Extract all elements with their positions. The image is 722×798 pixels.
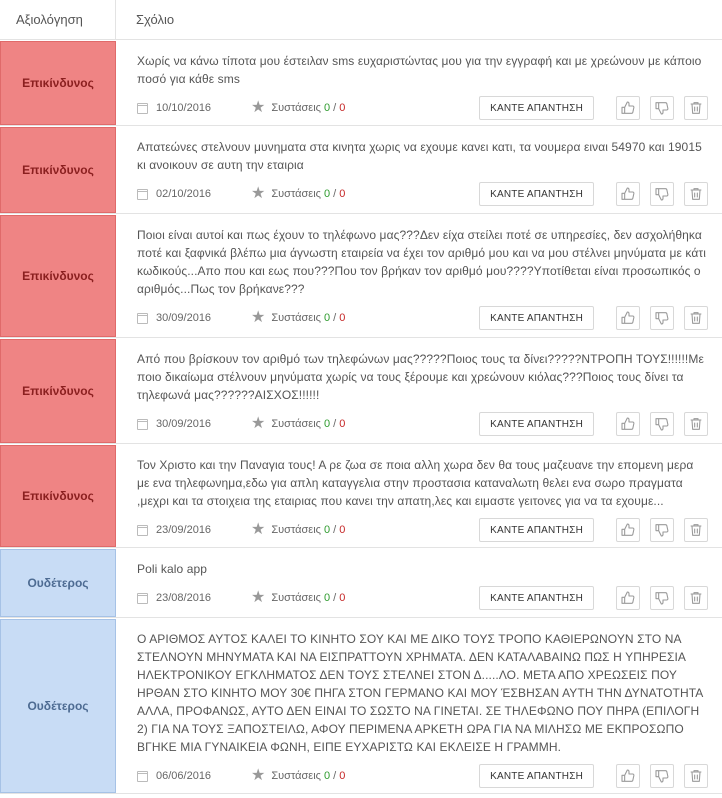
review-meta: [137, 764, 708, 788]
trash-icon: [688, 100, 704, 116]
recommendations-label: Συστάσεις: [271, 770, 321, 782]
review-row: [0, 338, 722, 444]
rating-badge: Επικίνδυνος: [0, 127, 116, 213]
recommendations: Συστάσεις 0 / 0: [271, 418, 346, 430]
review-date: [137, 770, 251, 782]
trash-icon: [688, 522, 704, 538]
like-button[interactable]: [616, 518, 640, 542]
thumbs-down-icon: [654, 522, 670, 538]
delete-button[interactable]: [684, 586, 708, 610]
recommendations-down-count: 0: [339, 592, 346, 604]
delete-button[interactable]: [684, 96, 708, 120]
recommendations-down-count: 0: [339, 524, 346, 536]
review-date-text: 23/09/2016: [156, 524, 212, 536]
recommendations-label: Συστάσεις: [271, 188, 321, 200]
reply-button[interactable]: ΚΑΝΤΕ ΑΠΑΝΤΗΣΗ: [479, 586, 594, 610]
review-row: [0, 214, 722, 338]
review-date: [137, 524, 251, 536]
thumbs-up-icon: [620, 522, 636, 538]
recommendations-up-count: 0: [324, 312, 331, 324]
thumbs-up-icon: [620, 100, 636, 116]
rating-badge: Ουδέτερος: [0, 619, 116, 793]
star-icon: ★: [251, 99, 266, 116]
review-date-text: 23/08/2016: [156, 592, 212, 604]
review-meta: [137, 96, 708, 120]
rating-badge: Επικίνδυνος: [0, 215, 116, 337]
rating-badge: Επικίνδυνος: [0, 339, 116, 443]
rating-badge: Ουδέτερος: [0, 549, 116, 617]
recommendations: Συστάσεις 0 / 0: [271, 102, 346, 114]
recommendations: Συστάσεις 0 / 0: [271, 770, 346, 782]
review-body: [117, 548, 722, 617]
like-button[interactable]: [616, 412, 640, 436]
trash-icon: [688, 186, 704, 202]
recommendations: Συστάσεις 0 / 0: [271, 524, 346, 536]
calendar-icon: [137, 189, 148, 200]
calendar-icon: [137, 419, 148, 430]
thumbs-up-icon: [620, 590, 636, 606]
trash-icon: [688, 416, 704, 432]
recommendations-down-count: 0: [339, 102, 346, 114]
dislike-button[interactable]: [650, 96, 674, 120]
reply-button[interactable]: ΚΑΝΤΕ ΑΠΑΝΤΗΣΗ: [479, 96, 594, 120]
trash-icon: [688, 768, 704, 784]
trash-icon: [688, 590, 704, 606]
thumbs-down-icon: [654, 590, 670, 606]
like-button[interactable]: [616, 764, 640, 788]
review-list: [0, 40, 722, 794]
calendar-icon: [137, 313, 148, 324]
delete-button[interactable]: [684, 518, 708, 542]
review-date-text: 10/10/2016: [156, 102, 212, 114]
reply-button[interactable]: ΚΑΝΤΕ ΑΠΑΝΤΗΣΗ: [479, 412, 594, 436]
recommendations-down-count: 0: [339, 188, 346, 200]
recommendations-down-count: 0: [339, 418, 346, 430]
thumbs-down-icon: [654, 100, 670, 116]
recommendations-up-count: 0: [324, 524, 331, 536]
dislike-button[interactable]: [650, 412, 674, 436]
review-meta: [137, 586, 708, 610]
calendar-icon: [137, 525, 148, 536]
recommendations-up-count: 0: [324, 770, 331, 782]
review-meta: [137, 518, 708, 542]
reply-button[interactable]: ΚΑΝΤΕ ΑΠΑΝΤΗΣΗ: [479, 182, 594, 206]
like-button[interactable]: [616, 586, 640, 610]
reply-button[interactable]: ΚΑΝΤΕ ΑΠΑΝΤΗΣΗ: [479, 306, 594, 330]
star-icon: ★: [251, 185, 266, 202]
thumbs-down-icon: [654, 768, 670, 784]
delete-button[interactable]: [684, 306, 708, 330]
review-text: Ποιοι είναι αυτοί και πως έχουν το τηλέφωνο μας???Δεν είχα στείλει ποτέ σε υπηρεσίες, δεν ασχολήθηκα ποτέ και ξαφνικά βλέπω μια άγνωστη εταιρεία να έχει τον αριθμό μου και να μου στέλνει μηνύματα με κάτι κωδικούς...Απο που και εως που???Που τον βρήκαν τον αριθμό μου????Υποτίθεται είναι προσωπικός ο αριθμός...Πως τον βρήκανε???: [137, 228, 706, 296]
thumbs-down-icon: [654, 416, 670, 432]
review-meta: [137, 412, 708, 436]
review-body: [117, 40, 722, 125]
review-body: [117, 214, 722, 337]
trash-icon: [688, 310, 704, 326]
dislike-button[interactable]: [650, 586, 674, 610]
rating-badge: Επικίνδυνος: [0, 445, 116, 547]
like-button[interactable]: [616, 306, 640, 330]
thumbs-up-icon: [620, 768, 636, 784]
review-row: [0, 548, 722, 618]
delete-button[interactable]: [684, 412, 708, 436]
review-date: [137, 592, 251, 604]
review-date-text: 30/09/2016: [156, 312, 212, 324]
reply-button[interactable]: ΚΑΝΤΕ ΑΠΑΝΤΗΣΗ: [479, 518, 594, 542]
star-icon: ★: [251, 415, 266, 432]
review-text: Απατεώνες στελνουν μυνηματα στα κινητα χωρις να εχουμε κανει κατι, τα νουμερα ειναι 54970 και 19015 κι ανοικουν σε αυτη την εταιρια: [137, 140, 702, 172]
dislike-button[interactable]: [650, 764, 674, 788]
calendar-icon: [137, 771, 148, 782]
dislike-button[interactable]: [650, 306, 674, 330]
thumbs-up-icon: [620, 416, 636, 432]
review-row: [0, 618, 722, 794]
recommendations: Συστάσεις 0 / 0: [271, 312, 346, 324]
review-row: [0, 126, 722, 214]
review-text: Poli kalo app: [137, 562, 208, 576]
thumbs-down-icon: [654, 186, 670, 202]
review-date: [137, 418, 251, 430]
review-date-text: 02/10/2016: [156, 188, 212, 200]
recommendations-label: Συστάσεις: [271, 592, 321, 604]
rating-badge: Επικίνδυνος: [0, 41, 116, 125]
calendar-icon: [137, 593, 148, 604]
delete-button[interactable]: [684, 764, 708, 788]
reply-button[interactable]: ΚΑΝΤΕ ΑΠΑΝΤΗΣΗ: [479, 764, 594, 788]
dislike-button[interactable]: [650, 182, 674, 206]
review-row: [0, 444, 722, 548]
review-date: [137, 102, 251, 114]
star-icon: ★: [251, 521, 266, 538]
review-text: Χωρίς να κάνω τίποτα μου έστειλαν sms ευχαριστώντας μου για την εγγραφή και με χρεώνουν με κάποιο ποσό για κάθε sms: [137, 54, 702, 86]
comment-column-header: Σχόλιο: [136, 12, 175, 27]
review-date: [137, 312, 251, 324]
rating-column-header: Αξιολόγηση: [0, 0, 116, 39]
review-meta: [137, 306, 708, 330]
table-header: [0, 0, 722, 40]
recommendations-up-count: 0: [324, 418, 331, 430]
recommendations-label: Συστάσεις: [271, 524, 321, 536]
review-meta: [137, 182, 708, 206]
recommendations-up-count: 0: [324, 592, 331, 604]
like-button[interactable]: [616, 96, 640, 120]
thumbs-up-icon: [620, 186, 636, 202]
review-date: [137, 188, 251, 200]
review-body: [117, 126, 722, 213]
review-date-text: 06/06/2016: [156, 770, 212, 782]
thumbs-down-icon: [654, 310, 670, 326]
review-row: [0, 40, 722, 126]
recommendations-label: Συστάσεις: [271, 102, 321, 114]
star-icon: ★: [251, 589, 266, 606]
dislike-button[interactable]: [650, 518, 674, 542]
review-body: [117, 338, 722, 443]
star-icon: ★: [251, 309, 266, 326]
recommendations-down-count: 0: [339, 770, 346, 782]
review-body: [117, 444, 722, 547]
thumbs-up-icon: [620, 310, 636, 326]
star-icon: ★: [251, 767, 266, 784]
recommendations-label: Συστάσεις: [271, 312, 321, 324]
review-text: Ο ΑΡΙΘΜΟΣ ΑΥΤΟΣ ΚΑΛΕΙ ΤΟ ΚΙΝΗΤΟ ΣΟΥ ΚΑΙ ΜΕ ΔΙΚΟ ΤΟΥΣ ΤΡΟΠΟ ΚΑΘΙΕΡΩΝΟΥΝ ΣΤΟ ΝΑ ΣΤΕΛΝΟΥΝ ΜΗΝΥΜΑΤΑ ΚΑΙ ΝΑ ΕΙΣΠΡΑΤΤΟΥΝ ΧΡΗΜΑΤΑ. ΔΕΝ ΚΑΤΑΛΑΒΑΙΝΩ ΠΩΣ Η ΥΠΗΡΕΣΙΑ ΗΛΕΚΤΡΟΝΙΚΟΥ ΕΓΚΛΗΜΑΤΟΣ ΔΕΝ ΤΟΥΣ ΣΤΕΛΝΕΙ ΣΤΟΝ Δ.....ΛΟ. ΜΕΤΑ ΑΠΟ ΧΡΕΩΣΕΙΣ ΠΟΥ ΗΡΘΑΝ ΣΤΟ ΚΙΝΗΤΟ ΜΟΥ 30€ ΠΗΓΑ ΣΤΟΝ ΓΕΡΜΑΝΟ ΚΑΙ ΜΟΥ ΈΣΒΗΣΑΝ ΑΥΤΗ ΤΗΝ ΔΥΝΑΤΟΤΗΤΑ ΑΛΛΑ, ΠΡΟΦΑΝΩΣ, ΑΥΤΟ ΔΕΝ ΕΙΝΑΙ ΤΟ ΣΩΣΤΟ ΝΑ ΓΙΝΕΤΑΙ. ΣΕ ΤΗΛΕΦΩΝΟ ΠΟΥ ΠΗΡΑ (ΕΠΙΛΟΓΗ 2) ΓΙΑ ΝΑ ΤΟΥΣ ΞΑΠΟΣΤΕΙΛΩ, ΑΦΟΥ ΠΕΡΙΜΕΝΑ ΑΡΚΕΤΗ ΩΡΑ ΓΙΑ ΝΑ ΜΙΛΗΣΩ ΜΕ ΕΚΠΡΟΣΩΠΟ ΒΓΗΚΕ ΜΙΑ ΓΥΝΑΙΚΕΙΑ ΦΩΝΗ, ΕΙΠΕ ΕΥΧΑΡΙΣΤΩ ΚΑΙ ΕΚΛΕΙΣΕ Η ΓΡΑΜΜΗ.: [137, 632, 703, 754]
recommendations-down-count: 0: [339, 312, 346, 324]
calendar-icon: [137, 103, 148, 114]
recommendations-label: Συστάσεις: [271, 418, 321, 430]
review-text: Τον Χριστο και την Παναγια τους! Α ρε ζωα σε ποια αλλη χωρα δεν θα τους μαζευανε την επομενη μερα με ενα τηλεφωνημα,εδω για απλη καταγγελια στην προστασια καταναλωτη θελει ενα σωρο πραγματα ,μεχρι και τα στοιχεια της εταιριας που κανει την απατη,λες και ειμαστε γειτονες για να τα εχουμε...: [137, 458, 694, 508]
review-body: [117, 618, 722, 793]
like-button[interactable]: [616, 182, 640, 206]
recommendations-up-count: 0: [324, 102, 331, 114]
review-date-text: 30/09/2016: [156, 418, 212, 430]
recommendations: Συστάσεις 0 / 0: [271, 188, 346, 200]
recommendations: Συστάσεις 0 / 0: [271, 592, 346, 604]
delete-button[interactable]: [684, 182, 708, 206]
review-text: Από που βρίσκουν τον αριθμό των τηλεφώνων μας?????Ποιος τους τα δίνει?????ΝΤΡΟΠΗ ΤΟΥΣ!!!!!!Με ποιο δικαίωμα στέλνουν μηνύματα χωρίς να τους ξέρουμε και χρεώνουν κιόλας???Ποιος τους δίνει τα τηλεφωνά μας??????ΑΙΣΧΟΣ!!!!!!: [137, 352, 704, 402]
recommendations-up-count: 0: [324, 188, 331, 200]
